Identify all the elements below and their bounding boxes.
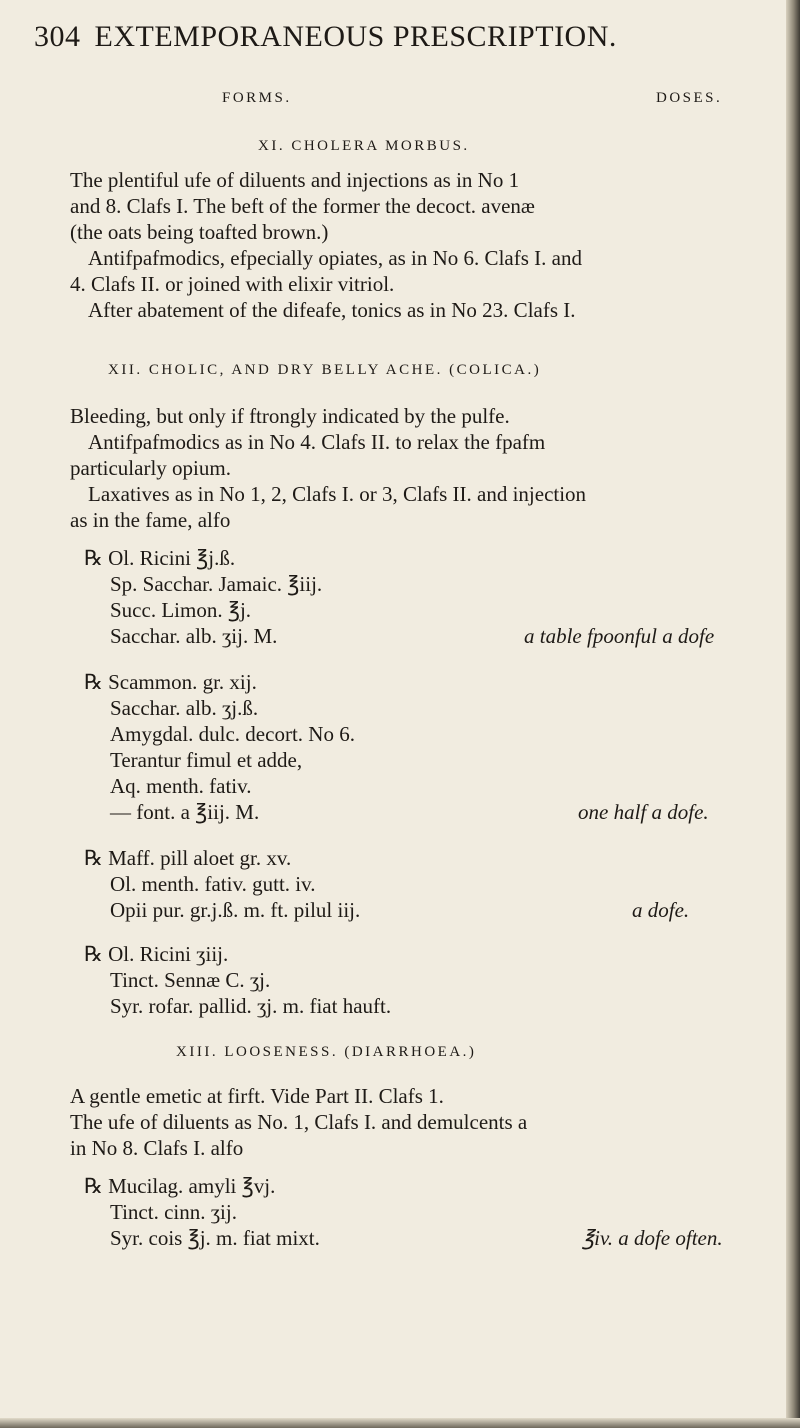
section-heading-xiii: XIII. LOOSENESS. (DIARRHOEA.)	[176, 1044, 477, 1060]
recipe-line: Tinct. Sennæ C. ʒj.	[110, 968, 271, 992]
text-line: in No 8. Clafs I. alfo	[70, 1136, 244, 1160]
text-line: 4. Clafs II. or joined with elixir vitriol.	[70, 272, 395, 296]
recipe-line: ℞ Scammon. gr. xij.	[84, 670, 257, 694]
recipe-line: Ol. menth. fativ. gutt. iv.	[110, 872, 316, 896]
page-edge-shadow	[786, 0, 800, 1428]
recipe-line: — font. a ℥iij. M.	[110, 800, 260, 824]
recipe-line: Sacchar. alb. ʒj.ß.	[110, 696, 259, 720]
recipe-line: Syr. rofar. pallid. ʒj. m. fiat hauft.	[110, 994, 392, 1018]
recipe-line: ℞ Maff. pill aloet gr. xv.	[84, 846, 292, 870]
recipe-line: Tinct. cinn. ʒij.	[110, 1200, 237, 1224]
page-bottom-shadow	[0, 1418, 800, 1428]
text-line: Antifpafmodics as in No 4. Clafs II. to relax the fpafm	[88, 430, 546, 454]
page-number: 304	[34, 20, 81, 53]
recipe-line: Sp. Sacchar. Jamaic. ℥iij.	[110, 572, 323, 596]
recipe-line: Aq. menth. fativ.	[110, 774, 252, 798]
text-line: A gentle emetic at firft. Vide Part II. Clafs 1.	[70, 1084, 444, 1108]
text-line: The ufe of diluents as No. 1, Clafs I. and demulcents a	[70, 1110, 528, 1134]
text-line: and 8. Clafs I. The beft of the former the decoct. avenæ	[70, 194, 535, 218]
section-heading-xi: XI. CHOLERA MORBUS.	[258, 138, 470, 154]
dose-note: a table fpoonful a dofe	[524, 624, 715, 648]
recipe-line: Opii pur. gr.j.ß. m. ft. pilul iij.	[110, 898, 361, 922]
recipe-line: Amygdal. dulc. decort. No 6.	[110, 722, 355, 746]
recipe-line: Succ. Limon. ℥j.	[110, 598, 252, 622]
doses-column-label: DOSES.	[656, 90, 723, 106]
text-line: The plentiful ufe of diluents and injections as in No 1	[70, 168, 520, 192]
text-line: Bleeding, but only if ftrongly indicated by the pulfe.	[70, 404, 510, 428]
recipe-line: ℞ Ol. Ricini ℥j.ß.	[84, 546, 236, 570]
section-heading-xii: XII. CHOLIC, AND DRY BELLY ACHE. (COLICA.)	[108, 362, 542, 378]
dose-note: one half a dofe.	[578, 800, 709, 824]
text-line: Laxatives as in No 1, 2, Clafs I. or 3, Clafs II. and injection	[88, 482, 587, 506]
dose-note: ℥iv. a dofe often.	[582, 1226, 723, 1250]
text-line: as in the fame, alfo	[70, 508, 231, 532]
recipe-line: Terantur fimul et adde,	[110, 748, 303, 772]
recipe-line: Sacchar. alb. ʒij. M.	[110, 624, 278, 648]
text-line: Antifpafmodics, efpecially opiates, as in No 6. Clafs I. and	[88, 246, 582, 270]
recipe-line: Syr. cois ℥j. m. fiat mixt.	[110, 1226, 320, 1250]
running-title: EXTEMPORANEOUS PRESCRIPTION.	[94, 20, 617, 53]
text-line: After abatement of the difeafe, tonics as in No 23. Clafs I.	[88, 298, 576, 322]
text-line: particularly opium.	[70, 456, 231, 480]
recipe-line: ℞ Mucilag. amyli ℥vj.	[84, 1174, 276, 1198]
running-header	[34, 20, 617, 54]
recipe-line: ℞ Ol. Ricini ʒiij.	[84, 942, 229, 966]
forms-column-label: FORMS.	[222, 90, 292, 106]
dose-note: a dofe.	[632, 898, 690, 922]
text-line: (the oats being toafted brown.)	[70, 220, 329, 244]
